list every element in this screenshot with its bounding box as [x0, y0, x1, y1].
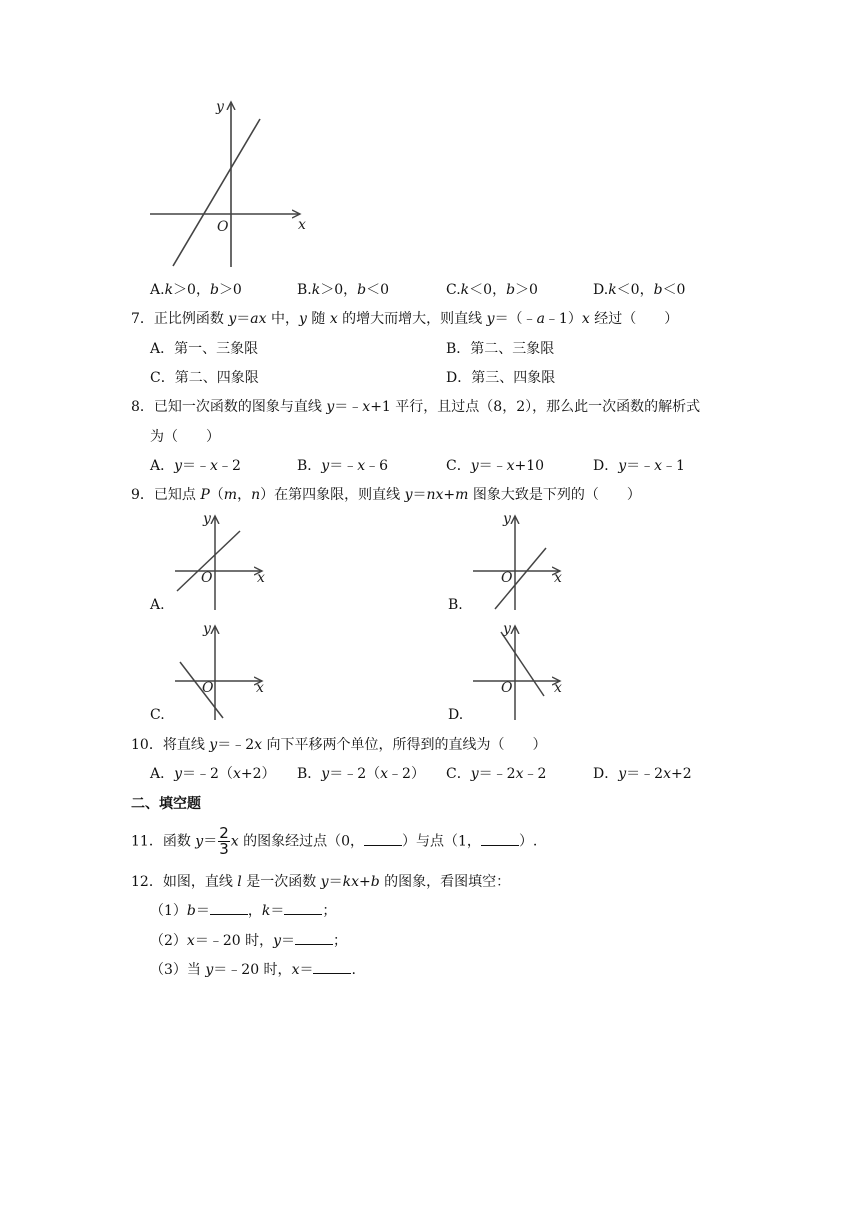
answer-blank[interactable] — [284, 902, 322, 915]
y-label: y — [503, 621, 511, 637]
origin-label: O — [201, 570, 213, 586]
q8-option-b: B．y＝﹣x﹣6 — [297, 458, 389, 474]
y-label: y — [203, 511, 211, 527]
origin-label: O — [501, 680, 513, 696]
q9-label-d: D. — [448, 707, 464, 723]
q10-option-c: C．y＝﹣2x﹣2 — [446, 766, 547, 782]
q10-option-a: A．y＝﹣2（x+2） — [150, 766, 276, 782]
fraction: $\frac{2}{3}$ — [219, 824, 229, 858]
x-label: x — [257, 570, 265, 586]
answer-blank[interactable] — [210, 902, 248, 915]
q9-graph-d — [468, 618, 578, 723]
q10-option-b: B．y＝﹣2（x﹣2） — [297, 766, 425, 782]
q8-option-c: C．y＝﹣x+10 — [446, 458, 545, 474]
q12-part-3: （3）当 y＝﹣20 时，x＝ . — [150, 962, 356, 978]
q12-part-2: （2）x＝﹣20 时，y＝ ； — [150, 933, 348, 949]
q12-part-1: （1）b＝ ，k＝ ； — [150, 903, 337, 919]
x-label: x — [298, 217, 306, 233]
q9-graph-a — [170, 508, 280, 613]
q7-option-b: B．第二、三象限 — [446, 341, 555, 357]
q9-label-c: C. — [150, 707, 165, 723]
origin-label: O — [501, 570, 513, 586]
q7-option-c: C．第二、四象限 — [150, 370, 259, 386]
x-label: x — [554, 680, 562, 696]
q9-label-a: A. — [150, 597, 165, 613]
q9-graph-b — [468, 508, 578, 613]
q6-graph — [140, 95, 320, 275]
origin-label: O — [217, 219, 229, 235]
q8-stem: 8．已知一次函数的图象与直线 y＝﹣x+1 平行，且过点（8，2），那么此一次函数的解析式 — [131, 399, 701, 415]
x-label: x — [256, 680, 264, 696]
q10-stem: 10．将直线 y＝﹣2x 向下平移两个单位，所得到的直线为（ ） — [131, 737, 547, 753]
q9-label-b: B. — [448, 597, 463, 613]
q11-stem: 11．函数 y＝ $\frac{2}{3}$ x 的图象经过点（0， ）与点（1， ）. — [131, 824, 538, 858]
q8-option-a: A．y＝﹣x﹣2 — [150, 458, 241, 474]
q8-stem-line2: 为（ ） — [150, 429, 220, 445]
graph-line — [173, 119, 260, 266]
y-label: y — [203, 621, 211, 637]
q12-stem: 12．如图，直线 l 是一次函数 y＝kx+b 的图象，看图填空： — [131, 874, 511, 890]
answer-blank[interactable] — [313, 961, 351, 974]
q6-option-b: B.k＞0，b＜0 — [297, 282, 390, 298]
answer-blank[interactable] — [364, 833, 402, 846]
y-label: y — [503, 511, 511, 527]
q6-option-d: D.k＜0，b＜0 — [593, 282, 686, 298]
q10-option-d: D．y＝﹣2x+2 — [593, 766, 692, 782]
answer-blank[interactable] — [295, 932, 333, 945]
y-label: y — [216, 99, 224, 115]
q9-graph-c — [170, 618, 280, 723]
q6-option-a: A.k＞0，b＞0 — [150, 282, 242, 298]
q7-option-a: A．第一、三象限 — [150, 341, 259, 357]
answer-blank[interactable] — [481, 833, 519, 846]
q7-option-d: D．第三、四象限 — [446, 370, 556, 386]
q6-option-c: C.k＜0，b＞0 — [446, 282, 538, 298]
q9-stem: 9．已知点 P（m，n）在第四象限，则直线 y＝nx+m 图象大致是下列的（ ） — [131, 487, 641, 503]
x-label: x — [554, 570, 562, 586]
q7-stem: 7．正比例函数 y＝ax 中，y 随 x 的增大而增大，则直线 y＝（﹣a﹣1）x 经过（ ） — [131, 311, 679, 327]
q8-option-d: D．y＝﹣x﹣1 — [593, 458, 685, 474]
section-heading-fill-in: 二、填空题 — [131, 796, 201, 812]
origin-label: O — [202, 680, 214, 696]
